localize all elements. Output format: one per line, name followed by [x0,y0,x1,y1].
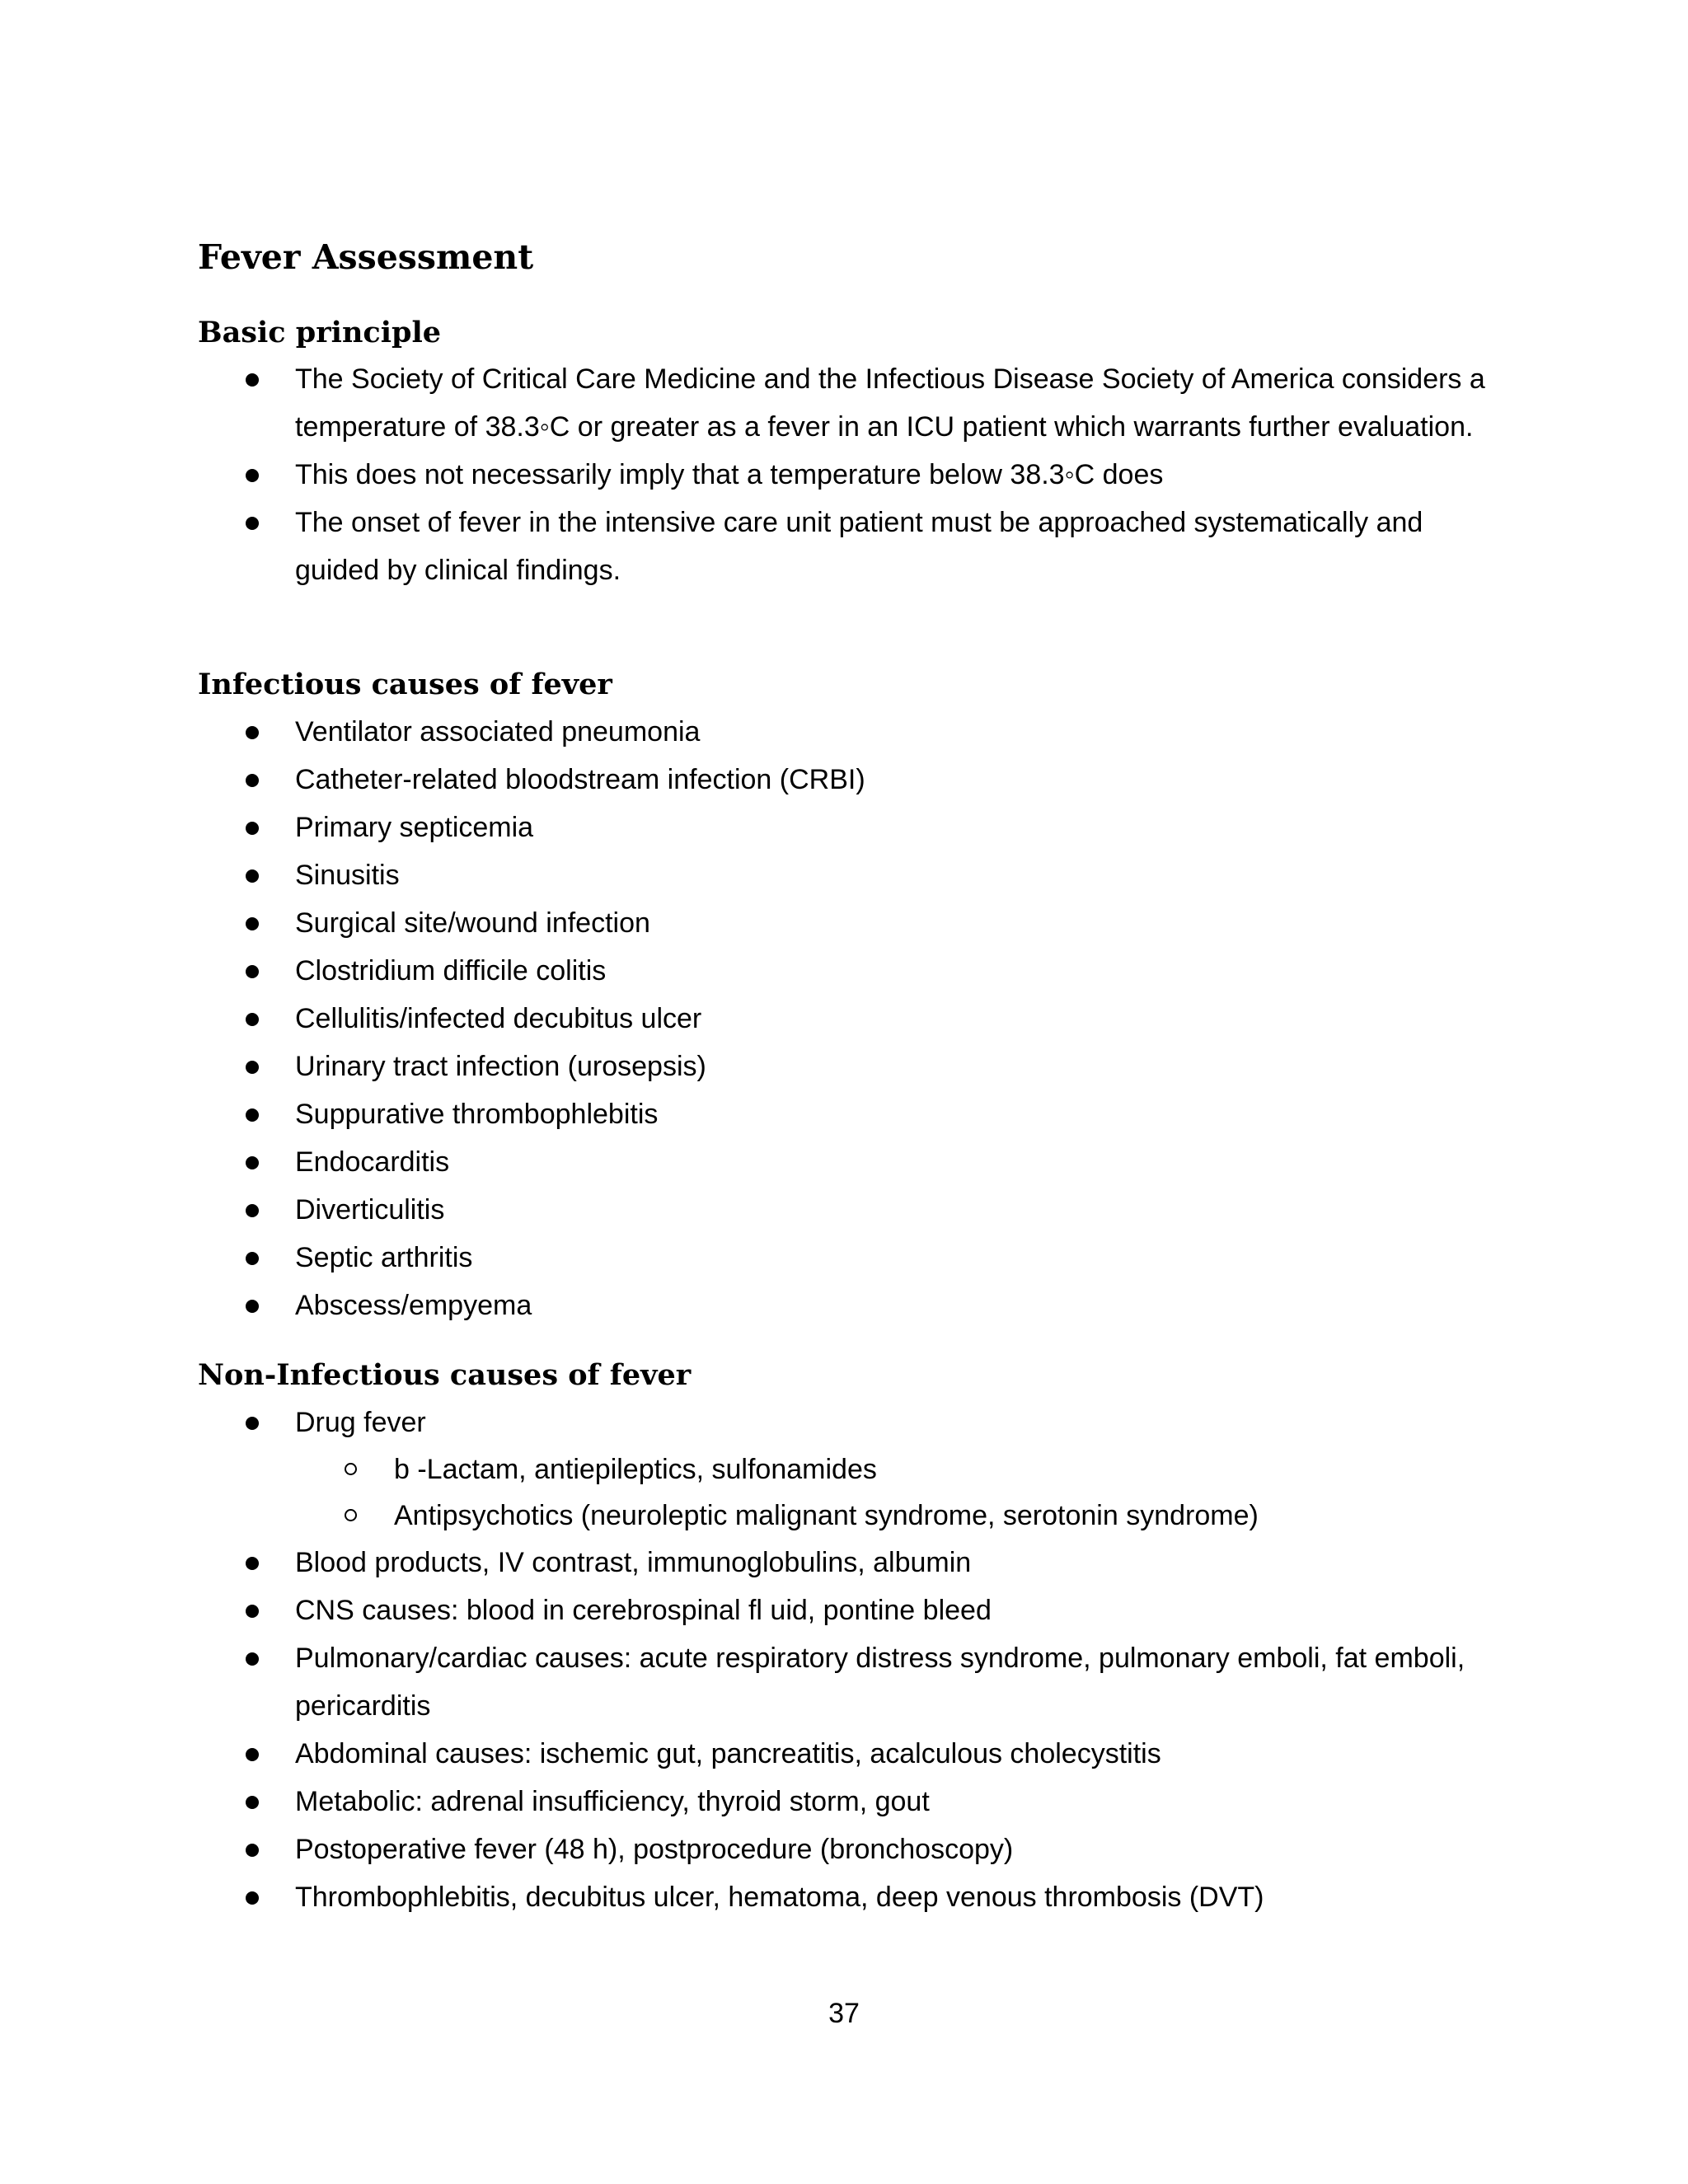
list-item-text: Suppurative thrombophlebitis [295,1099,659,1130]
list-item-text: Sinusitis [295,860,400,891]
list-item [0,1730,1498,1778]
sub-list-item [0,1493,1498,1539]
list-item-text: CNS causes: blood in cerebrospinal fl uid, pontine bleed [295,1595,992,1626]
list-item-text: Pulmonary/cardiac causes: acute respiratory distress syndrome, pulmonary emboli, fat emboli, pericarditis [295,1643,1465,1722]
list-item [0,1399,1498,1446]
page-number: 37 [828,1998,860,2029]
list-item [0,1234,865,1282]
list-item [0,1138,865,1186]
list-item-text: Surgical site/wound infection [295,907,650,939]
bullet-icon [246,1844,259,1857]
bullet-icon [246,1156,259,1169]
bullet-icon [246,1061,259,1074]
list-item [0,804,865,851]
bullet-icon [246,1108,259,1122]
sub-list-item-text: b -Lactam, antiepileptics, sulfonamides [394,1454,877,1485]
list-item-text: Ventilator associated pneumonia [295,716,701,748]
bullet-icon [246,1252,259,1265]
list-item [0,499,1498,594]
list-item-text: The onset of fever in the intensive care unit patient must be approached systematically and guided by clinical findings. [295,507,1423,586]
list-item-text: The Society of Critical Care Medicine and the Infectious Disease Society of America considers a temperature of 38.3◦C or greater as a fever in an ICU patient which warrants further evaluation. [295,363,1485,443]
list-item [0,899,865,947]
list-item-text: Diverticulitis [295,1194,445,1226]
list-item [0,1090,865,1138]
list-item [0,708,865,756]
list-item [0,1586,1498,1634]
bullet-icon [246,1605,259,1618]
list-item-text: Catheter-related bloodstream infection (CRBI) [295,764,865,795]
bullet-icon [246,726,259,739]
list-item-text: Endocarditis [295,1146,450,1178]
bullet-icon [246,822,259,835]
list-item [0,756,865,804]
list-item-text: Primary septicemia [295,812,534,843]
sub-list-item [0,1446,1498,1493]
list-item [0,1873,1498,1921]
list-item-text: Abscess/empyema [295,1290,532,1321]
list-item-text: Urinary tract infection (urosepsis) [295,1051,706,1082]
list-item [0,1186,865,1234]
bullet-icon [246,869,259,883]
bullet-icon [246,965,259,978]
list-item [0,355,1498,451]
list-item [0,1539,1498,1586]
bullet-icon [246,1652,259,1666]
list-item-text: This does not necessarily imply that a temperature below 38.3◦C does [295,459,1164,490]
list-item-text: Thrombophlebitis, decubitus ulcer, hematoma, deep venous thrombosis (DVT) [295,1882,1264,1913]
section-heading-basic-principle: Basic principle [198,316,442,349]
bullet-icon [246,1796,259,1809]
circle-bullet-icon [345,1509,357,1521]
list-item-text: Drug fever [295,1407,426,1438]
bullet-icon [246,1013,259,1026]
non-infectious-causes-list [0,1399,1498,1921]
list-item-text: Postoperative fever (48 h), postprocedure (bronchoscopy) [295,1834,1014,1865]
bullet-icon [246,469,259,482]
list-item-text: Abdominal causes: ischemic gut, pancreatitis, acalculous cholecystitis [295,1738,1161,1769]
list-item [0,451,1498,499]
circle-bullet-icon [345,1463,357,1475]
list-item-text: Septic arthritis [295,1242,473,1273]
bullet-icon [246,774,259,787]
bullet-icon [246,1204,259,1217]
section-heading-infectious-causes: Infectious causes of fever [198,668,612,701]
bullet-icon [246,1300,259,1313]
bullet-icon [246,373,259,387]
bullet-icon [246,1557,259,1570]
list-item-text: Cellulitis/infected decubitus ulcer [295,1003,702,1034]
section-heading-non-infectious-causes: Non-Infectious causes of fever [198,1358,692,1392]
list-item-text: Clostridium difficile colitis [295,955,607,987]
list-item-text: Metabolic: adrenal insufficiency, thyroid storm, gout [295,1786,930,1817]
list-item [0,1634,1498,1730]
list-item [0,1043,865,1090]
bullet-icon [246,1891,259,1905]
bullet-icon [246,517,259,530]
bullet-icon [246,917,259,930]
list-item [0,995,865,1043]
list-item [0,947,865,995]
sub-list-item-text: Antipsychotics (neuroleptic malignant syndrome, serotonin syndrome) [394,1500,1259,1531]
list-item [0,1282,865,1329]
list-item [0,1778,1498,1825]
list-item [0,851,865,899]
basic-principle-list [0,355,1498,594]
bullet-icon [246,1417,259,1430]
list-item [0,1825,1498,1873]
list-item-text: Blood products, IV contrast, immunoglobulins, albumin [295,1547,972,1578]
infectious-causes-list [0,708,865,1329]
bullet-icon [246,1748,259,1761]
page-title: Fever Assessment [198,237,534,277]
